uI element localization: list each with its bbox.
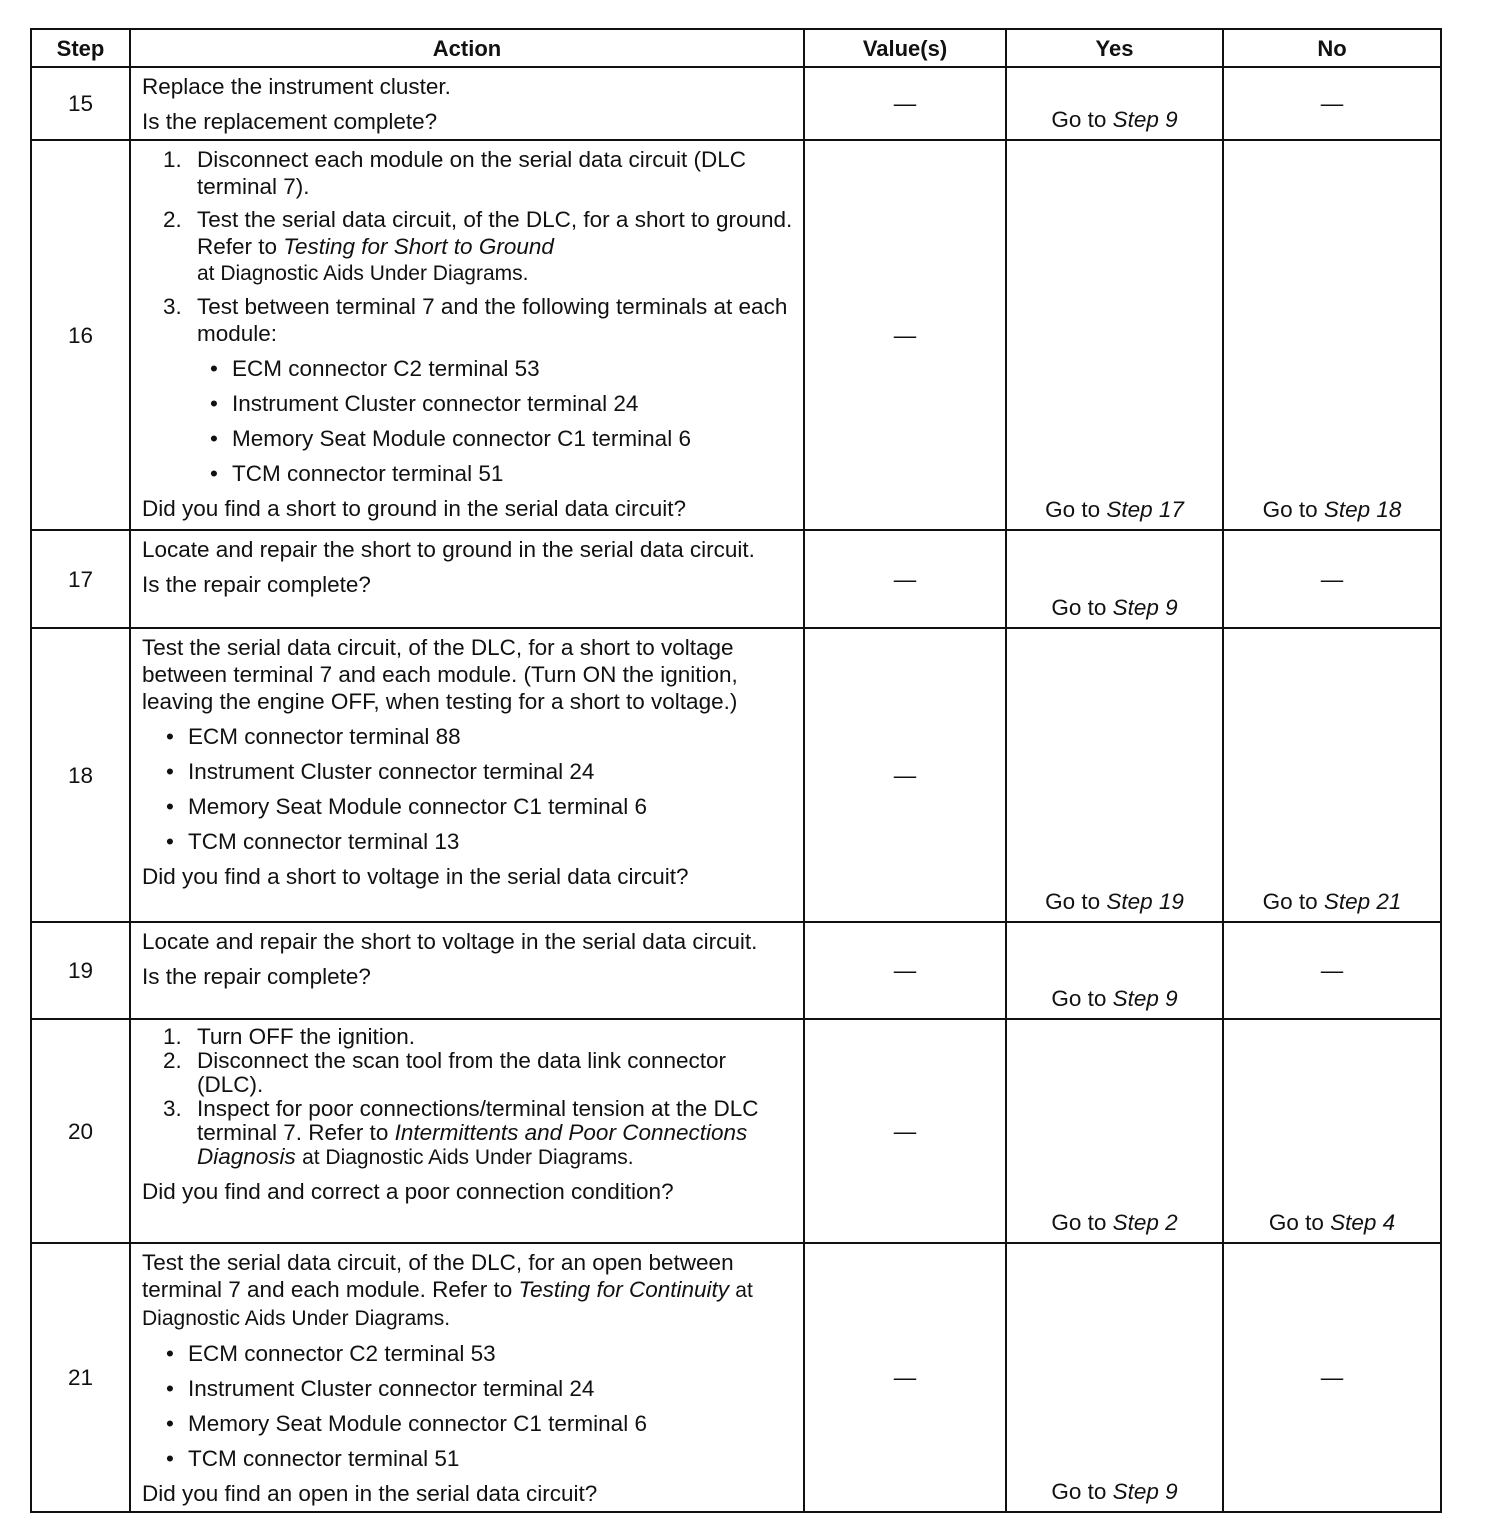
action-question: Did you find an open in the serial data circuit? (142, 1481, 598, 1506)
no-step-link[interactable]: Step 18 (1323, 497, 1402, 522)
yes-step-link[interactable]: Step 9 (1112, 986, 1178, 1011)
step-number: 18 (31, 628, 130, 922)
step-number: 16 (31, 140, 130, 530)
table-row (31, 628, 1441, 922)
bullet-item: • Instrument Cluster connector terminal 24 (188, 1375, 793, 1402)
item-number: 2. (163, 207, 182, 232)
item-text: Inspect for poor connections/terminal tension at the DLC terminal 7. Refer to (197, 1096, 759, 1145)
item-text: Disconnect the scan tool from the data link connector (DLC). (197, 1048, 727, 1097)
header-values: Value(s) (804, 29, 1006, 67)
header-action: Action (130, 29, 804, 67)
action-question: Did you find and correct a poor connection condition? (142, 1179, 674, 1204)
list-item (142, 293, 793, 347)
value-cell: — (804, 67, 1006, 140)
value-cell: — (804, 1243, 1006, 1512)
action-question: Is the repair complete? (142, 572, 371, 597)
action-question: Did you find a short to ground in the serial data circuit? (142, 496, 687, 521)
action-cell (130, 530, 804, 628)
no-step-link[interactable]: Step 21 (1323, 889, 1402, 914)
bullet-item: • Memory Seat Module connector C1 terminal 6 (188, 793, 793, 820)
action-text: Locate and repair the short to voltage in the serial data circuit. (142, 929, 758, 954)
header-yes: Yes (1006, 29, 1223, 67)
no-cell: — (1223, 1243, 1441, 1512)
yes-cell (1006, 628, 1223, 922)
value-cell: — (804, 530, 1006, 628)
value-cell: — (804, 140, 1006, 530)
reference-link[interactable]: Intermittents and Poor Connections Diagnosis (197, 1120, 748, 1169)
table-row (31, 140, 1441, 530)
action-text: Test the serial data circuit, of the DLC, for a short to voltage between terminal 7 and each module. (Turn ON the ignition, leaving the engine OFF, when testing for a short to voltage.) (142, 635, 738, 714)
no-cell: — (1223, 530, 1441, 628)
item-text: Test between terminal 7 and the following terminals at each module: (197, 294, 788, 346)
item-number: 3. (163, 294, 182, 319)
value-cell: — (804, 922, 1006, 1019)
bullet-item: • ECM connector C2 terminal 53 (188, 1340, 793, 1367)
bullet-item: • TCM connector terminal 51 (188, 1445, 793, 1472)
go-to-label: Go to (1268, 1210, 1324, 1235)
table-row (31, 1243, 1441, 1512)
no-cell (1223, 628, 1441, 922)
go-to-label: Go to (1051, 107, 1107, 132)
yes-step-link[interactable]: Step 2 (1112, 1210, 1178, 1235)
action-cell (130, 628, 804, 922)
bullet-item: • Instrument Cluster connector terminal 24 (232, 390, 793, 417)
go-to-label: Go to (1045, 889, 1101, 914)
no-cell: — (1223, 922, 1441, 1019)
action-cell (130, 922, 804, 1019)
item-text: Disconnect each module on the serial data circuit (DLC terminal 7). (197, 147, 747, 199)
go-to-label: Go to (1262, 889, 1318, 914)
action-text-block (142, 1249, 793, 1332)
reference-location: at Diagnostic Aids Under Diagrams. (142, 1279, 753, 1330)
reference-location: at Diagnostic Aids Under Diagrams. (197, 262, 529, 285)
header-no: No (1223, 29, 1441, 67)
action-text: Test the serial data circuit, of the DLC, for an open between terminal 7 and each module. Refer to (142, 1250, 734, 1302)
list-item (142, 146, 793, 200)
go-to-label: Go to (1262, 497, 1318, 522)
action-question: Did you find a short to voltage in the serial data circuit? (142, 864, 689, 889)
action-cell (130, 67, 804, 140)
value-cell: — (804, 628, 1006, 922)
step-number: 19 (31, 922, 130, 1019)
header-row (31, 29, 1441, 67)
item-number: 2. (163, 1048, 182, 1073)
reference-location: at Diagnostic Aids Under Diagrams. (302, 1146, 634, 1169)
yes-cell (1006, 1243, 1223, 1512)
yes-cell (1006, 67, 1223, 140)
step-number: 17 (31, 530, 130, 628)
list-item (142, 1097, 793, 1170)
no-cell (1223, 140, 1441, 530)
list-item (142, 1025, 793, 1049)
step-number: 21 (31, 1243, 130, 1512)
bullet-item: • ECM connector terminal 88 (188, 723, 793, 750)
no-cell (1223, 1019, 1441, 1243)
yes-cell (1006, 922, 1223, 1019)
table-row (31, 67, 1441, 140)
action-cell (130, 140, 804, 530)
step-number: 20 (31, 1019, 130, 1243)
table-row (31, 922, 1441, 1019)
no-step-link[interactable]: Step 4 (1330, 1210, 1396, 1235)
item-text: Turn OFF the ignition. (197, 1024, 416, 1049)
step-number: 15 (31, 67, 130, 140)
action-question: Is the replacement complete? (142, 109, 438, 134)
bullet-item: • Memory Seat Module connector C1 terminal 6 (188, 1410, 793, 1437)
yes-step-link[interactable]: Step 19 (1106, 889, 1184, 914)
action-cell (130, 1243, 804, 1512)
header-step: Step (31, 29, 130, 67)
table-row (31, 530, 1441, 628)
go-to-label: Go to (1051, 1210, 1107, 1235)
item-number: 1. (163, 1024, 182, 1049)
table-row (31, 1019, 1441, 1243)
list-item (142, 1049, 793, 1097)
bullet-item: • ECM connector C2 terminal 53 (232, 355, 793, 382)
bullet-item: • TCM connector terminal 51 (232, 460, 793, 487)
bullet-item: • Memory Seat Module connector C1 terminal 6 (232, 425, 793, 452)
action-question: Is the repair complete? (142, 964, 371, 989)
go-to-label: Go to (1051, 1479, 1107, 1504)
yes-cell (1006, 530, 1223, 628)
yes-cell (1006, 1019, 1223, 1243)
yes-step-link[interactable]: Step 9 (1112, 1479, 1178, 1504)
yes-step-link[interactable]: Step 9 (1112, 107, 1178, 132)
item-number: 3. (163, 1096, 182, 1121)
value-cell: — (804, 1019, 1006, 1243)
item-text: Test the serial data circuit, of the DLC, for a short to ground. Refer to (197, 207, 793, 259)
yes-step-link[interactable]: Step 9 (1112, 595, 1178, 620)
item-number: 1. (163, 147, 182, 172)
reference-link[interactable]: Testing for Short to Ground (283, 234, 554, 259)
go-to-label: Go to (1051, 986, 1107, 1011)
go-to-label: Go to (1045, 497, 1101, 522)
action-cell (130, 1019, 804, 1243)
action-text: Locate and repair the short to ground in the serial data circuit. (142, 537, 755, 562)
diagnostic-table (30, 28, 1442, 1513)
yes-cell (1006, 140, 1223, 530)
yes-step-link[interactable]: Step 17 (1106, 497, 1184, 522)
go-to-label: Go to (1051, 595, 1107, 620)
action-text: Replace the instrument cluster. (142, 74, 451, 99)
no-cell: — (1223, 67, 1441, 140)
list-item (142, 206, 793, 287)
reference-link[interactable]: Testing for Continuity (518, 1277, 729, 1302)
bullet-item: • Instrument Cluster connector terminal 24 (188, 758, 793, 785)
bullet-item: • TCM connector terminal 13 (188, 828, 793, 855)
